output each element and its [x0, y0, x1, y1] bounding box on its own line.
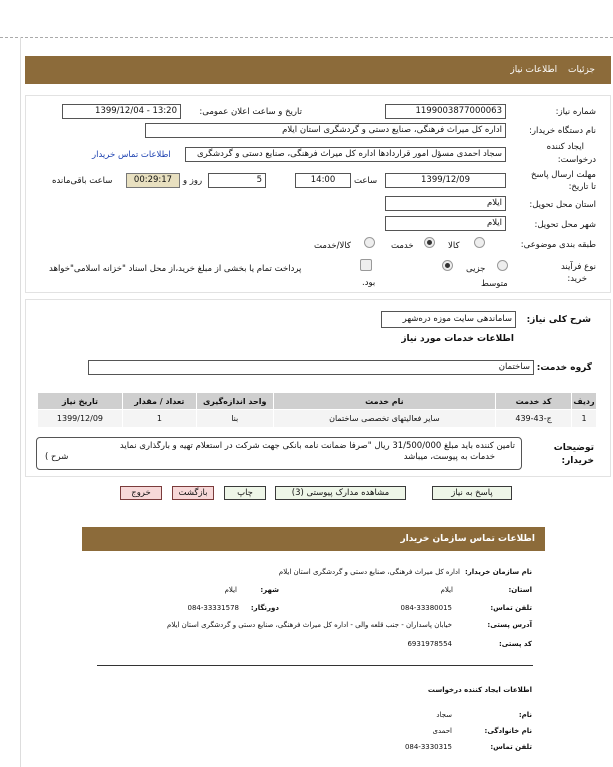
page-header	[25, 56, 611, 84]
city-field: ایلام	[385, 216, 506, 231]
creator-info-heading: اطلاعات ایجاد کننده درخواست	[427, 686, 532, 694]
need-number-field: 1199003877000063	[385, 104, 506, 119]
col-service-code: کد خدمت	[496, 393, 572, 410]
contact-buyer-name-label: نام سازمان خریدار:	[464, 568, 532, 576]
contact-postal: 6931978554	[407, 640, 452, 648]
days-label: روز و	[183, 176, 203, 186]
payment-note-2: بود.	[362, 278, 376, 288]
contact-buyer-name: اداره کل میراث فرهنگی، صنایع دستی و گردشگری استان ایلام	[278, 568, 460, 576]
summary-title-label: شرح کلی نیاز:	[526, 315, 591, 325]
service-group-label: گروه خدمت:	[536, 363, 592, 373]
category-goods-radio[interactable]	[474, 237, 485, 248]
cell-service-name: سایر فعالیتهای تخصصی ساختمان	[273, 410, 495, 428]
col-quantity: تعداد / مقدار	[122, 393, 196, 410]
service-group-field: ساختمان	[88, 360, 534, 375]
left-border-line	[20, 37, 21, 767]
contact-fax: 084-33331578	[187, 604, 239, 612]
col-unit: واحد اندازه‌گیری	[196, 393, 273, 410]
buyer-notes-label-2: خریدار:	[561, 456, 594, 466]
breadcrumb-details[interactable]: جزئیات	[568, 65, 595, 75]
reply-button[interactable]: پاسخ به نیاز	[432, 486, 512, 500]
cell-quantity: 1	[122, 410, 196, 428]
process-medium-radio[interactable]	[442, 260, 453, 271]
category-label: طبقه بندی موضوعی:	[520, 240, 596, 250]
payment-note-1: پرداخت تمام یا بخشی از مبلغ خرید،از محل اسناد "خزانه اسلامی"خواهد	[49, 264, 302, 274]
cell-unit: بنا	[196, 410, 273, 428]
creator-phone: 084-3330315	[404, 743, 452, 751]
services-heading: اطلاعات خدمات مورد نیاز	[401, 334, 514, 344]
category-goods-label: کالا	[448, 241, 460, 251]
creator-last-name: احمدی	[432, 727, 452, 735]
province-field: ایلام	[385, 196, 506, 211]
buyer-notes-line-1: تامین کننده باید مبلغ 31/500/000 ریال "صرفا ضمانت نامه بانکی جهت شرکت در استعلام تهیه و بارگذاری نماید	[119, 441, 515, 451]
buyer-org-label: نام دستگاه خریدار:	[529, 126, 596, 136]
remaining-label: ساعت باقی‌مانده	[52, 176, 113, 186]
process-label-1: نوع فرآیند	[560, 262, 596, 272]
buyer-org-field: اداره کل میراث فرهنگی، صنایع دستی و گردشگری استان ایلام	[145, 123, 506, 138]
contact-divider	[97, 665, 533, 666]
process-label-2: خرید:	[567, 274, 587, 284]
buyer-notes-line-2: خدمات به پیوست، میباشد	[403, 452, 495, 462]
creator-first-name: سجاد	[436, 711, 452, 719]
attachments-button[interactable]: مشاهده مدارک پیوستی (3)	[275, 486, 406, 500]
cell-service-code: ج-43-439	[496, 410, 572, 428]
days-field: 5	[208, 173, 266, 188]
breadcrumb-need-info[interactable]: اطلاعات نیاز	[510, 65, 558, 75]
announce-label: تاریخ و ساعت اعلان عمومی:	[199, 107, 302, 117]
contact-phone: 084-33380015	[400, 604, 452, 612]
deadline-date-field: 1399/12/09	[385, 173, 506, 188]
contact-header: اطلاعات تماس سازمان خریدار	[82, 527, 545, 551]
category-service-radio[interactable]	[424, 237, 435, 248]
table-header-row	[38, 393, 597, 410]
contact-postal-label: کد پستی:	[498, 640, 532, 648]
announce-field: 1399/12/04 - 13:20	[62, 104, 181, 119]
services-table	[37, 392, 597, 428]
deadline-label-2: تا تاریخ:	[568, 182, 596, 192]
process-partial-label: جزیی	[466, 264, 486, 274]
contact-address-label: آدرس پستی:	[487, 621, 532, 629]
deadline-label-1: مهلت ارسال پاسخ	[531, 170, 596, 180]
category-goods-service-radio[interactable]	[364, 237, 375, 248]
process-partial-radio[interactable]	[497, 260, 508, 271]
table-row	[38, 410, 597, 428]
back-button[interactable]: بازگشت	[172, 486, 214, 500]
creator-last-name-label: نام خانوادگی:	[484, 727, 532, 735]
province-label: استان محل تحویل:	[529, 200, 596, 210]
category-service-label: خدمت	[391, 241, 414, 251]
contact-address: خیابان پاسداران - جنب قلعه والی - اداره کل میراث فرهنگی، صنایع دستی و گردشگری استان ایلام	[167, 621, 452, 629]
deadline-time-field: 14:00	[295, 173, 351, 188]
contact-phone-label: تلفن تماس:	[490, 604, 532, 612]
summary-title-field: ساماندهی سایت موزه دره‌شهر	[381, 311, 516, 328]
print-button[interactable]: چاپ	[224, 486, 266, 500]
process-medium-label: متوسط	[481, 279, 508, 289]
creator-field: سجاد احمدی مسؤل امور قراردادها اداره کل میراث فرهنگی، صنایع دستی و گردشگری	[185, 147, 506, 162]
treasury-checkbox[interactable]	[360, 259, 372, 271]
contact-city: ایلام	[224, 586, 237, 594]
need-number-label: شماره نیاز:	[555, 107, 596, 117]
top-dashed-divider	[0, 37, 613, 38]
deadline-time-label: ساعت	[354, 176, 378, 186]
creator-label-1: ایجاد کننده	[546, 142, 584, 152]
buyer-notes-label-1: توضیحات	[553, 443, 594, 453]
category-goods-service-label: کالا/خدمت	[314, 241, 351, 251]
creator-first-name-label: نام:	[518, 711, 532, 719]
buyer-contact-link[interactable]: اطلاعات تماس خریدار	[92, 150, 171, 160]
col-row-number: ردیف	[572, 393, 597, 410]
cell-need-date: 1399/12/09	[38, 410, 123, 428]
contact-province-label: استان:	[508, 586, 532, 594]
buyer-notes-box	[36, 437, 522, 470]
col-service-name: نام خدمت	[273, 393, 495, 410]
creator-label-2: درخواست:	[557, 155, 596, 165]
contact-city-label: شهر:	[260, 586, 279, 594]
city-label: شهر محل تحویل:	[534, 220, 596, 230]
contact-province: ایلام	[440, 586, 453, 594]
buyer-notes-line-3: شرح )	[45, 452, 69, 462]
contact-fax-label: دورنگار:	[250, 604, 279, 612]
creator-phone-label: تلفن تماس:	[490, 743, 532, 751]
cell-row-number: 1	[572, 410, 597, 428]
remaining-time-field: 00:29:17	[126, 173, 180, 188]
exit-button[interactable]: خروج	[120, 486, 162, 500]
col-need-date: تاریخ نیاز	[38, 393, 123, 410]
